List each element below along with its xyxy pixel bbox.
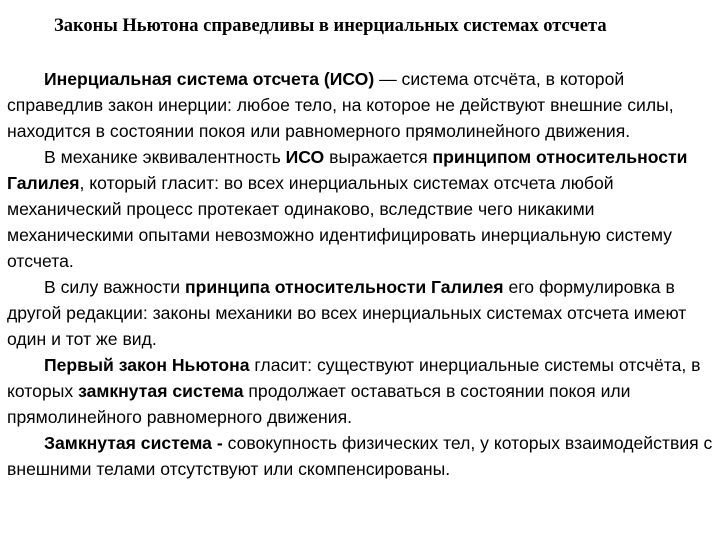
term-galileo-principle: принципом относительности Галилея: [7, 147, 688, 193]
term-first-law: Первый закон Ньютона: [44, 355, 250, 375]
text-segment: В силу важности: [44, 277, 185, 297]
term-iso-short: ИСО: [285, 147, 325, 167]
paragraph-galileo-principle: [7, 144, 713, 274]
text-segment: В механике эквивалентность: [44, 147, 286, 167]
term-closed-system: замкнутая система: [78, 381, 244, 401]
slide-body: [7, 66, 713, 482]
paragraph-alternative-formulation: [7, 274, 713, 352]
term-iso: Инерциальная система отсчета (ИСО): [44, 69, 375, 89]
term-galileo-principle-genitive: принципа относительности Галилея: [184, 277, 504, 297]
text-segment: его формулировка в другой редакции: законы механики во всех инерциальных системах отсчета имеют один и тот же вид.: [7, 277, 687, 349]
paragraph-first-law: [7, 352, 713, 430]
paragraph-closed-system: [7, 430, 713, 482]
text-segment: , который гласит: во всех инерциальных системах отсчета любой механический процесс протекает одинаково, вследствие чего никакими механическими опытами невозможно идентифицировать инерциальную систему отсчета.: [7, 173, 672, 271]
text-segment: продолжает оставаться в состоянии покоя или прямолинейного равномерного движения.: [7, 381, 631, 427]
text-segment: совокупность физических тел, у которых взаимодействия с внешними телами отсутствуют или скомпенсированы.: [7, 433, 713, 479]
slide-title: Законы Ньютона справедливы в инерциальных системах отсчета: [54, 16, 607, 36]
text-segment: гласит: существуют инерциальные системы отсчёта, в которых: [7, 355, 701, 401]
paragraph-iso-definition: [7, 66, 713, 144]
text-iso-definition: — система отсчёта, в которой справедлив закон инерции: любое тело, на которое не действуют внешние силы, находится в состоянии покоя или равномерного прямолинейного движения.: [7, 69, 674, 141]
term-closed-system-definition: Замкнутая система -: [44, 433, 223, 453]
text-segment: выражается: [324, 147, 433, 167]
